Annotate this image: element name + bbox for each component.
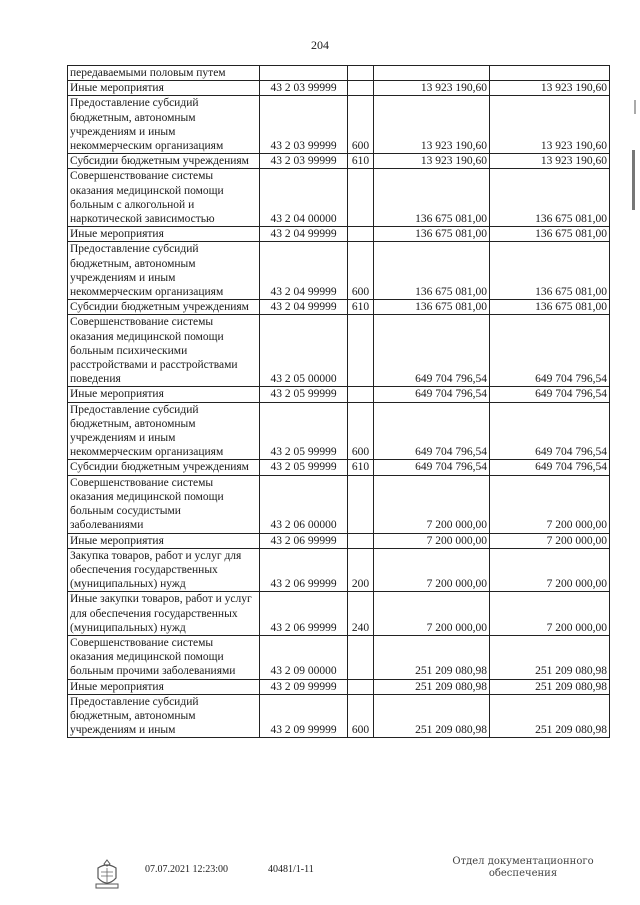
cell-code: 43 2 03 99999 <box>260 81 348 96</box>
cell-amount-1: 136 675 081,00 <box>374 169 490 227</box>
cell-code: 43 2 04 00000 <box>260 169 348 227</box>
cell-amount-2: 13 923 190,60 <box>490 81 610 96</box>
scan-artifact <box>632 150 635 210</box>
cell-expense-type: 610 <box>348 154 374 169</box>
cell-expense-type <box>348 533 374 548</box>
cell-code: 43 2 04 99999 <box>260 227 348 242</box>
cell-amount-1: 649 704 796,54 <box>374 387 490 402</box>
table-row <box>68 475 610 533</box>
cell-amount-2: 136 675 081,00 <box>490 300 610 315</box>
cell-expense-type <box>348 66 374 81</box>
cell-amount-1: 649 704 796,54 <box>374 402 490 460</box>
cell-amount-1: 13 923 190,60 <box>374 81 490 96</box>
cell-expense-type <box>348 475 374 533</box>
cell-expense-type: 600 <box>348 694 374 738</box>
cell-amount-2: 13 923 190,60 <box>490 154 610 169</box>
cell-name: Совершенствование системы оказания медицинской помощи больным психическими расстройствами и расстройствами поведения <box>68 315 260 387</box>
scan-artifact <box>634 100 636 114</box>
cell-name: Субсидии бюджетным учреждениям <box>68 154 260 169</box>
cell-expense-type <box>348 679 374 694</box>
page-number: 204 <box>311 38 329 52</box>
cell-amount-2: 649 704 796,54 <box>490 315 610 387</box>
cell-expense-type <box>348 387 374 402</box>
cell-amount-2: 251 209 080,98 <box>490 694 610 738</box>
cell-amount-2: 136 675 081,00 <box>490 169 610 227</box>
table-row <box>68 227 610 242</box>
table-row <box>68 242 610 300</box>
table-row <box>68 635 610 679</box>
table-row <box>68 154 610 169</box>
cell-amount-1 <box>374 66 490 81</box>
cell-code: 43 2 09 99999 <box>260 694 348 738</box>
cell-code: 43 2 06 00000 <box>260 475 348 533</box>
cell-code: 43 2 05 00000 <box>260 315 348 387</box>
cell-expense-type <box>348 315 374 387</box>
cell-code: 43 2 04 99999 <box>260 300 348 315</box>
cell-amount-1: 7 200 000,00 <box>374 548 490 592</box>
table-row <box>68 300 610 315</box>
table-row <box>68 66 610 81</box>
cell-name: Совершенствование системы оказания медицинской помощи больным с алкогольной и наркотической зависимостью <box>68 169 260 227</box>
stamp-line-1: Отдел документационного <box>452 856 594 867</box>
cell-amount-2: 251 209 080,98 <box>490 679 610 694</box>
cell-name: Иные мероприятия <box>68 387 260 402</box>
cell-code: 43 2 05 99999 <box>260 460 348 475</box>
cell-amount-2: 7 200 000,00 <box>490 475 610 533</box>
cell-code: 43 2 09 99999 <box>260 679 348 694</box>
table-row <box>68 402 610 460</box>
cell-code: 43 2 09 00000 <box>260 635 348 679</box>
table-row <box>68 81 610 96</box>
table-row <box>68 679 610 694</box>
cell-name: Иные мероприятия <box>68 679 260 694</box>
cell-amount-1: 7 200 000,00 <box>374 475 490 533</box>
cell-expense-type: 600 <box>348 96 374 154</box>
footer-document-number: 40481/1-11 <box>268 864 314 875</box>
cell-name: Закупка товаров, работ и услуг для обеспечения государственных (муниципальных) нужд <box>68 548 260 592</box>
cell-name: Иные закупки товаров, работ и услуг для обеспечения государственных (муниципальных) нужд <box>68 592 260 636</box>
table-row <box>68 533 610 548</box>
cell-amount-1: 251 209 080,98 <box>374 679 490 694</box>
cell-expense-type: 200 <box>348 548 374 592</box>
cell-code: 43 2 05 99999 <box>260 402 348 460</box>
cell-name: Предоставление субсидий бюджетным, автономным учреждениям и иным некоммерческим организациям <box>68 242 260 300</box>
table-row <box>68 592 610 636</box>
cell-name: Совершенствование системы оказания медицинской помощи больным прочими заболеваниями <box>68 635 260 679</box>
table-body <box>68 66 610 738</box>
cell-name: Субсидии бюджетным учреждениям <box>68 460 260 475</box>
cell-amount-1: 136 675 081,00 <box>374 242 490 300</box>
cell-code: 43 2 03 99999 <box>260 154 348 169</box>
cell-code: 43 2 06 99999 <box>260 592 348 636</box>
cell-expense-type: 610 <box>348 300 374 315</box>
cell-amount-1: 7 200 000,00 <box>374 533 490 548</box>
cell-amount-2: 136 675 081,00 <box>490 227 610 242</box>
cell-amount-1: 649 704 796,54 <box>374 315 490 387</box>
footer-datetime: 07.07.2021 12:23:00 <box>145 864 229 875</box>
cell-name: Предоставление субсидий бюджетным, автономным учреждениям и иным некоммерческим организациям <box>68 96 260 154</box>
cell-amount-2 <box>490 66 610 81</box>
cell-expense-type <box>348 169 374 227</box>
cell-code: 43 2 06 99999 <box>260 533 348 548</box>
cell-expense-type: 600 <box>348 402 374 460</box>
table-row <box>68 460 610 475</box>
cell-expense-type <box>348 227 374 242</box>
coat-of-arms-icon <box>92 858 122 890</box>
cell-amount-2: 7 200 000,00 <box>490 548 610 592</box>
cell-amount-2: 251 209 080,98 <box>490 635 610 679</box>
cell-code <box>260 66 348 81</box>
table-row <box>68 96 610 154</box>
cell-name: Субсидии бюджетным учреждениям <box>68 300 260 315</box>
stamp-line-2: обеспечения <box>488 868 558 879</box>
table-row <box>68 548 610 592</box>
table-row <box>68 694 610 738</box>
cell-code: 43 2 03 99999 <box>260 96 348 154</box>
cell-amount-1: 136 675 081,00 <box>374 227 490 242</box>
cell-name: передаваемыми половым путем <box>68 66 260 81</box>
cell-code: 43 2 04 99999 <box>260 242 348 300</box>
cell-amount-2: 7 200 000,00 <box>490 533 610 548</box>
page-footer <box>0 856 640 896</box>
cell-amount-1: 136 675 081,00 <box>374 300 490 315</box>
cell-expense-type <box>348 635 374 679</box>
cell-amount-1: 13 923 190,60 <box>374 154 490 169</box>
cell-amount-1: 251 209 080,98 <box>374 635 490 679</box>
cell-name: Совершенствование системы оказания медицинской помощи больным сосудистыми заболеваниями <box>68 475 260 533</box>
cell-amount-1: 251 209 080,98 <box>374 694 490 738</box>
cell-amount-1: 649 704 796,54 <box>374 460 490 475</box>
budget-table <box>67 65 610 738</box>
cell-amount-2: 649 704 796,54 <box>490 387 610 402</box>
cell-amount-2: 7 200 000,00 <box>490 592 610 636</box>
cell-amount-1: 7 200 000,00 <box>374 592 490 636</box>
cell-amount-2: 136 675 081,00 <box>490 242 610 300</box>
cell-code: 43 2 06 99999 <box>260 548 348 592</box>
cell-expense-type: 600 <box>348 242 374 300</box>
cell-amount-2: 649 704 796,54 <box>490 460 610 475</box>
cell-code: 43 2 05 99999 <box>260 387 348 402</box>
cell-name: Иные мероприятия <box>68 227 260 242</box>
cell-name: Предоставление субсидий бюджетным, автономным учреждениям и иным <box>68 694 260 738</box>
cell-expense-type <box>348 81 374 96</box>
table-row <box>68 387 610 402</box>
cell-amount-2: 649 704 796,54 <box>490 402 610 460</box>
department-stamp <box>438 856 608 880</box>
cell-name: Предоставление субсидий бюджетным, автономным учреждениям и иным некоммерческим организациям <box>68 402 260 460</box>
cell-name: Иные мероприятия <box>68 81 260 96</box>
cell-expense-type: 610 <box>348 460 374 475</box>
cell-amount-1: 13 923 190,60 <box>374 96 490 154</box>
table-row <box>68 169 610 227</box>
cell-name: Иные мероприятия <box>68 533 260 548</box>
table-row <box>68 315 610 387</box>
cell-expense-type: 240 <box>348 592 374 636</box>
cell-amount-2: 13 923 190,60 <box>490 96 610 154</box>
